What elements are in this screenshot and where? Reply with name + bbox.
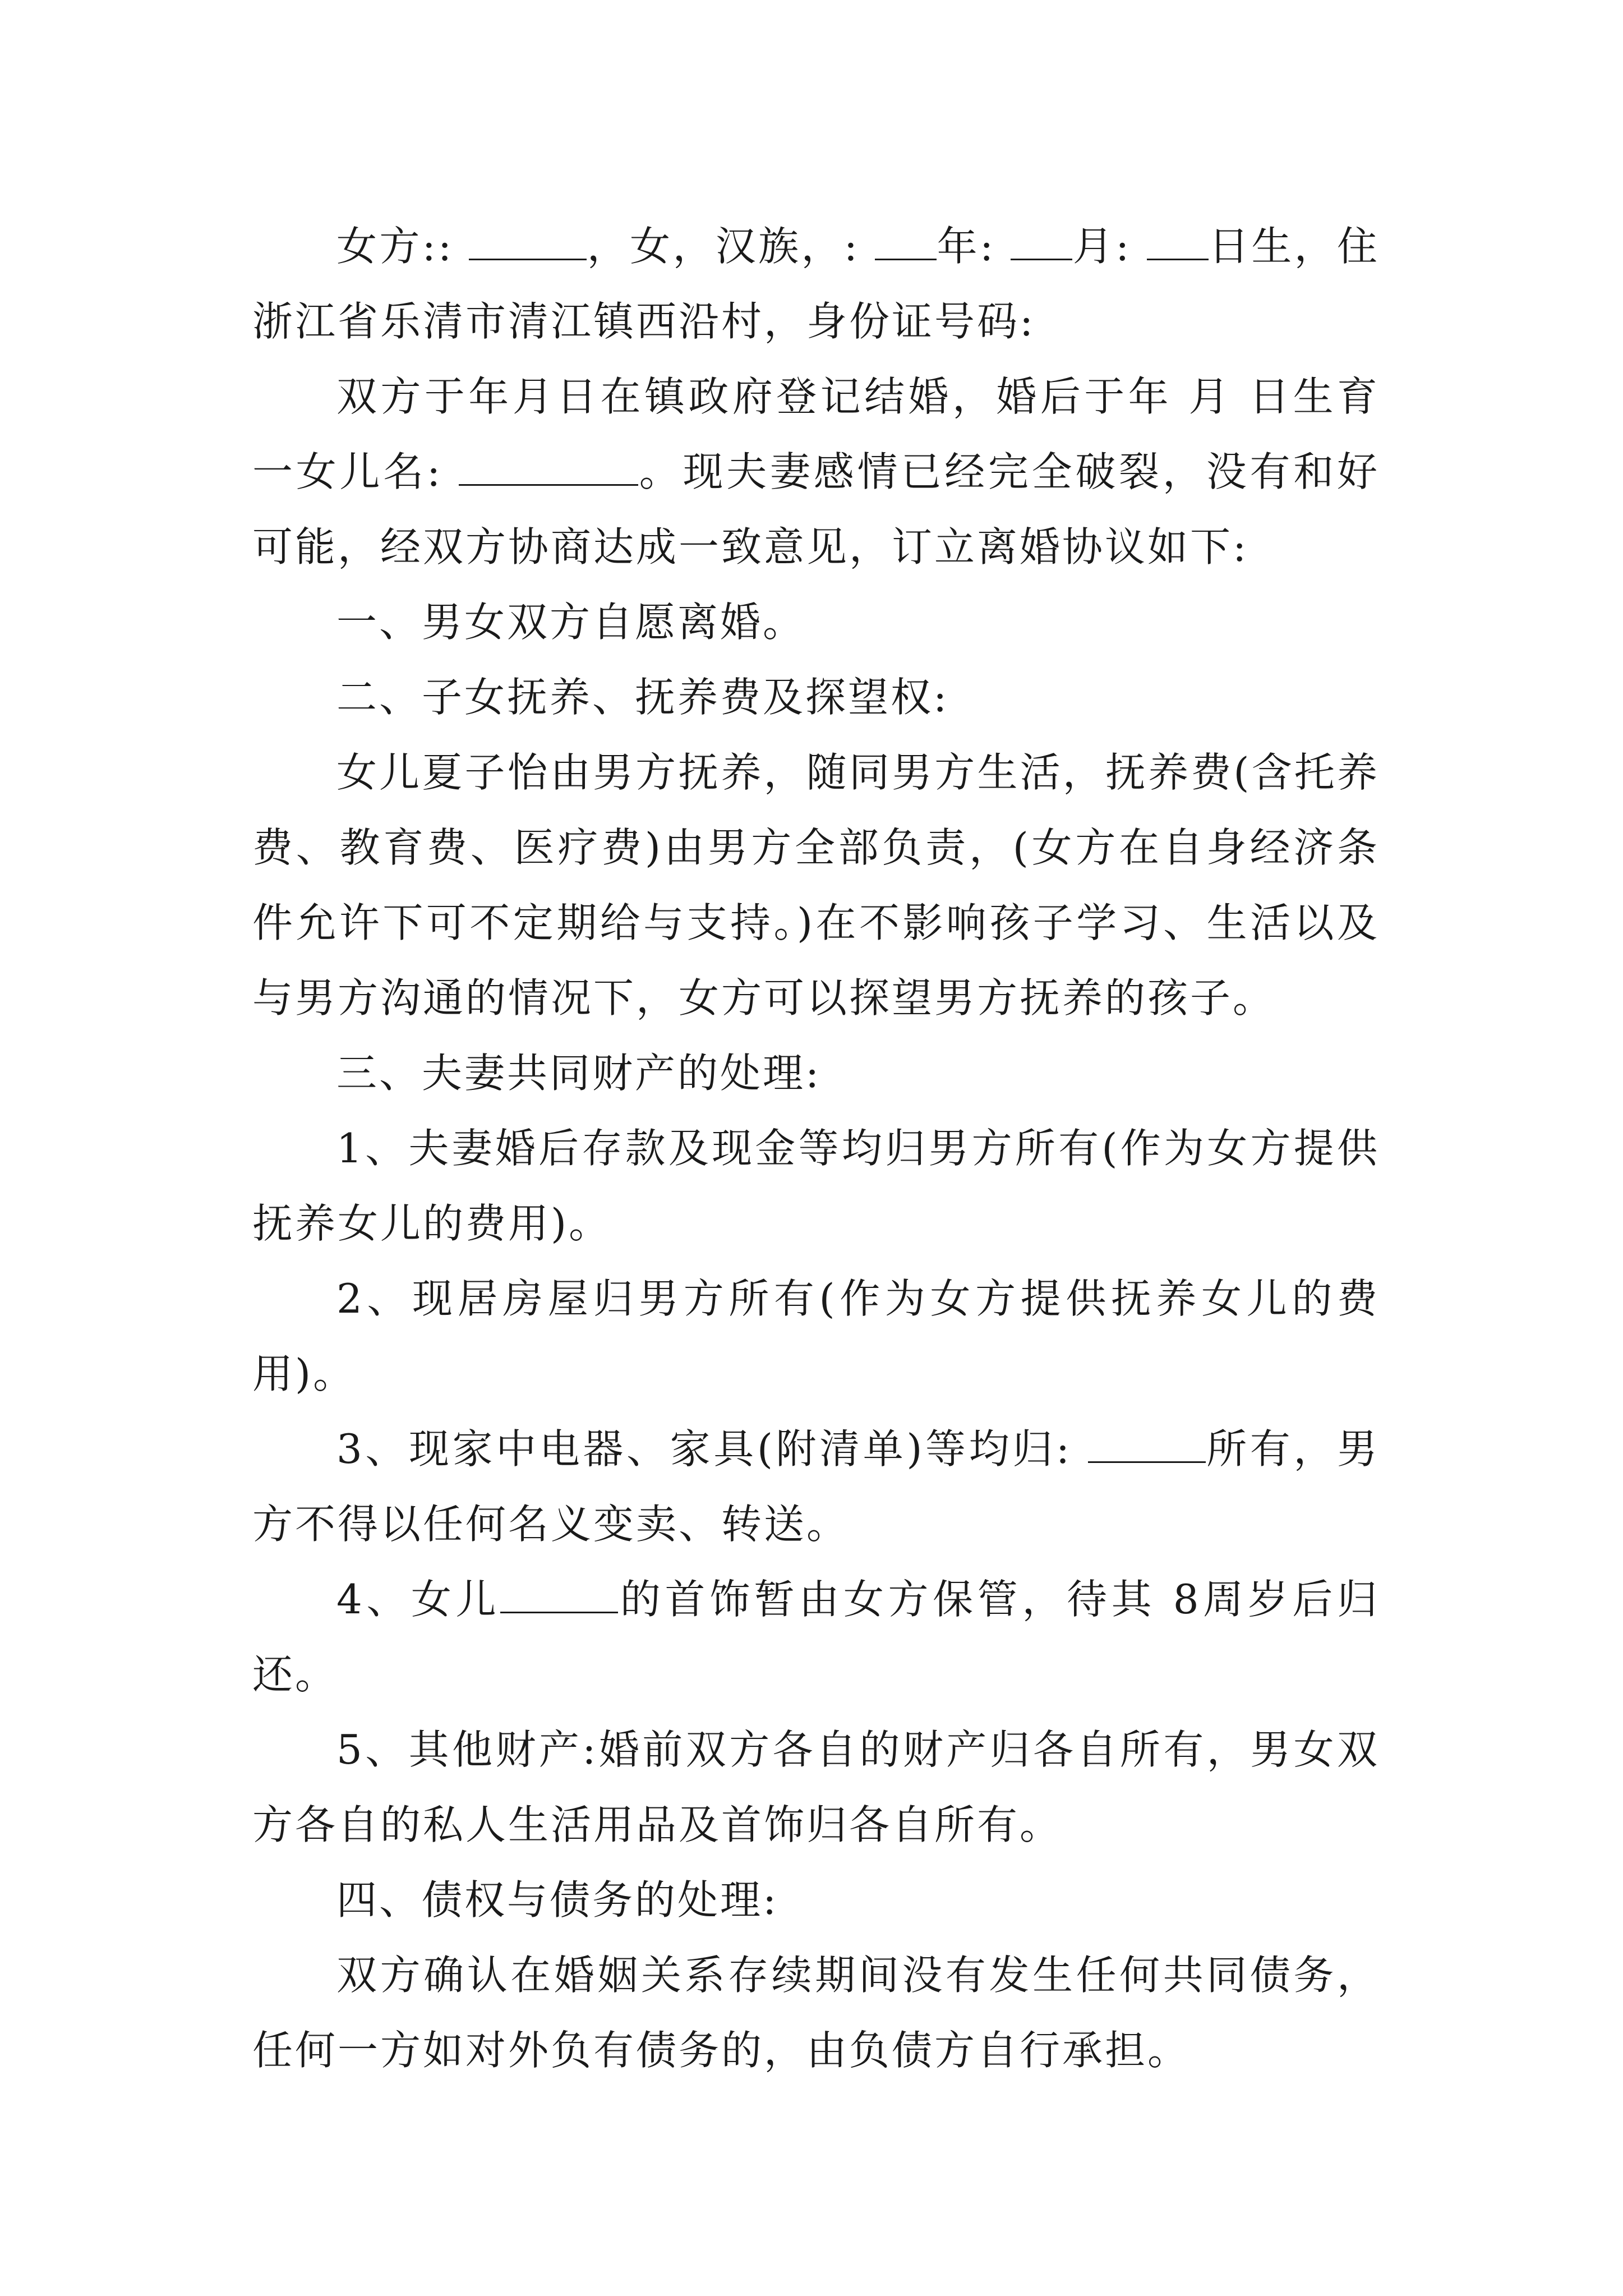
marriage-paragraph	[252, 359, 1380, 585]
owner-blank	[1088, 1425, 1206, 1463]
birth-day-address-text: 日生，住浙江省乐清市清江镇西沿村，身份证号码:	[252, 223, 1380, 345]
marriage-text-a: 双方于年月日在镇政府登记结婚，婚后于年 月 日生育一女儿名:	[252, 373, 1380, 495]
clause-one: 一、男女双方自愿离婚。	[336, 599, 806, 646]
birth-month-blank	[1011, 222, 1072, 260]
debt-paragraph: 双方确认在婚姻关系存续期间没有发生任何共同债务，任何一方如对外负有债务的，由负债方自行承担。	[252, 1952, 1380, 2074]
party-female-paragraph	[252, 209, 1380, 359]
jewelry-owner-blank	[500, 1575, 618, 1613]
clause-four-heading: 四、债权与债务的处理:	[336, 1876, 779, 1924]
marriage-text-b: 。现夫妻感情已经完全破裂，没有和好可能，经双方协商达成一致意见，订立离婚协议如下:	[252, 448, 1380, 570]
property-item-3	[252, 1411, 1380, 1562]
property-item-5: 5、其他财产:婚前双方各自的财产归各自所有，男女双方各自的私人生活用品及首饰归各自所有。	[252, 1726, 1380, 1848]
birth-day-blank	[1147, 222, 1209, 260]
daughter-name-blank	[459, 448, 638, 486]
property-item-4-text-b: 的首饰暂由女方保管，待其 8周岁后归还。	[252, 1576, 1380, 1698]
clause-three-heading: 三、夫妻共同财产的处理:	[336, 1050, 822, 1097]
property-item-4	[252, 1562, 1380, 1712]
property-item-1: 1、夫妻婚后存款及现金等均归男方所有(作为女方提供抚养女儿的费用)。	[252, 1125, 1380, 1247]
birth-year-blank	[875, 222, 937, 260]
property-item-4-text-a: 4、女儿	[336, 1576, 501, 1623]
property-item-3-text-b: 所有，男方不得以任何名义变卖、转送。	[252, 1425, 1380, 1548]
custody-paragraph: 女儿夏子怡由男方抚养，随同男方生活，抚养费(含托养费、教育费、医疗费)由男方全部负责，(女方在自身经济条件允许下可不定期给与支持。)在不影响孩子学习、生活以及与男方沟通的情况下，女方可以探望男方抚养的孩子。	[252, 749, 1380, 1022]
property-item-2: 2、现居房屋归男方所有(作为女方提供抚养女儿的费用)。	[252, 1275, 1380, 1397]
party-female-gender-ethnicity: ，女，汉族，:	[587, 223, 860, 270]
property-item-3-text-a: 3、现家中电器、家具(附清单)等均归:	[336, 1425, 1072, 1473]
clause-two-heading: 二、子女抚养、抚养费及探望权:	[336, 674, 949, 721]
party-female-label: 女方::	[336, 223, 454, 270]
name-blank	[469, 222, 587, 260]
document-page	[252, 209, 1380, 2088]
birth-month-label: 月:	[1072, 223, 1132, 270]
birth-year-label: 年:	[937, 223, 996, 270]
